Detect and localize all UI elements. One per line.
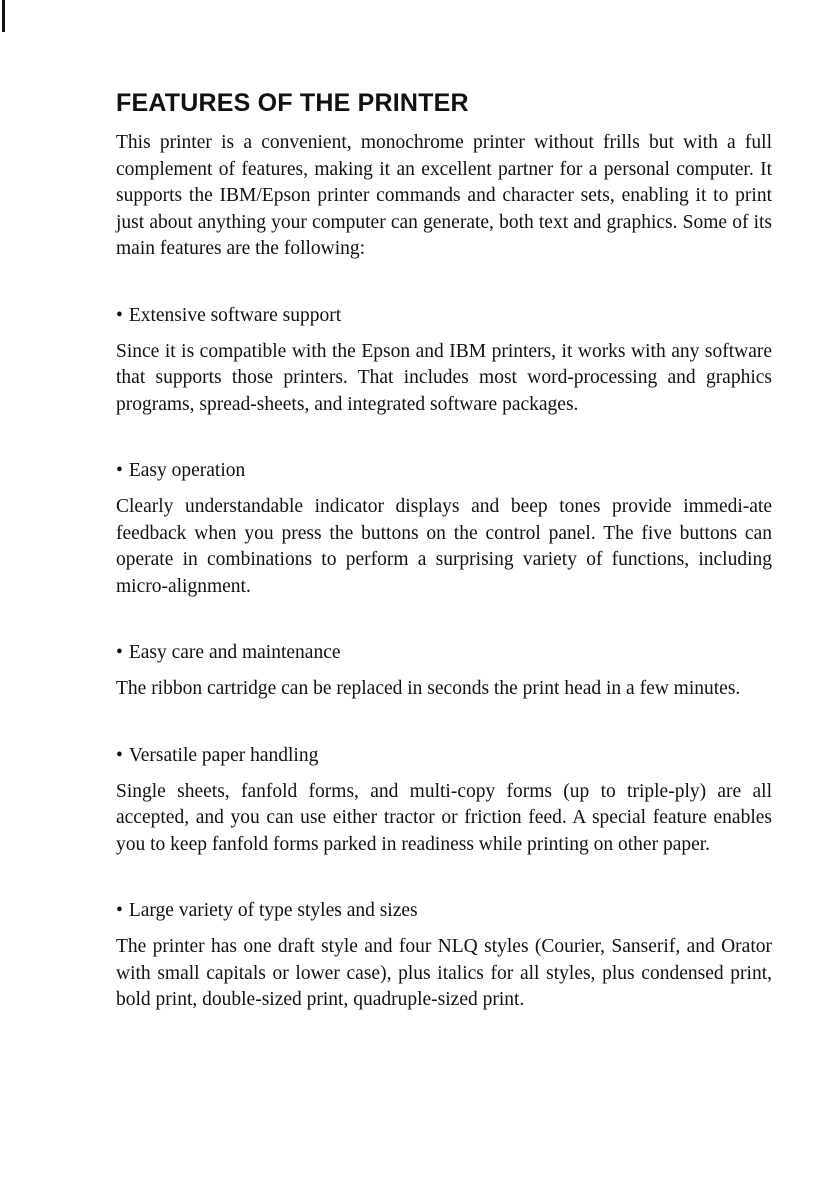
bullet-icon: • xyxy=(116,460,123,481)
feature-paper-handling xyxy=(116,743,772,859)
feature-type-styles xyxy=(116,898,772,1014)
bullet-icon: • xyxy=(116,900,123,921)
feature-heading-text: Versatile paper handling xyxy=(128,744,319,766)
feature-software-support xyxy=(116,303,772,419)
bullet-icon: • xyxy=(116,744,123,766)
page-title: FEATURES OF THE PRINTER xyxy=(116,89,469,117)
feature-body: The printer has one draft style and four NLQ styles (Courier, Sanserif, and Orator with small capitals or lower case), plus italics for all styles, plus condensed print, bold print, double-sized print, quadruple-sized print. xyxy=(116,936,772,1010)
page-content xyxy=(116,88,772,1014)
feature-body: Clearly understandable indicator displays and beep tones provide immedi-ate feedback when you press the buttons on the control panel. The five buttons can operate in combinations to perform a surprising variety of functions, including micro-alignment. xyxy=(116,496,772,597)
feature-heading xyxy=(116,898,772,924)
feature-easy-care xyxy=(116,640,772,703)
feature-heading xyxy=(116,640,772,666)
feature-heading-text: Easy care and maintenance xyxy=(128,642,341,663)
feature-heading-text: Easy operation xyxy=(128,460,246,481)
feature-heading xyxy=(116,458,772,484)
intro-paragraph: This printer is a convenient, monochrome printer without frills but with a full complement of features, making it an excellent partner for a personal computer. It supports the IBM/Epson printer commands and character sets, enabling it to print just about anything your computer can generate, both text and graphics. Some of its main features are the following: xyxy=(116,132,772,259)
feature-body: The ribbon cartridge can be replaced in seconds the print head in a few minutes. xyxy=(116,678,741,699)
feature-easy-operation xyxy=(116,458,772,600)
feature-heading xyxy=(116,303,772,329)
bullet-icon: • xyxy=(116,642,123,663)
feature-body: Single sheets, fanfold forms, and multi-copy forms (up to triple-ply) are all accepted, and you can use either tractor or friction feed. A special feature enables you to keep fanfold forms parked in readiness while printing on other paper. xyxy=(116,780,772,855)
feature-body: Since it is compatible with the Epson and IBM printers, it works with any software that supports those printers. That includes most word-processing and graphics programs, spread-sheets, and integrated software packages. xyxy=(116,340,772,415)
feature-heading-text: Extensive software support xyxy=(128,304,342,326)
scan-edge-mark xyxy=(2,0,5,32)
feature-heading xyxy=(116,743,772,769)
feature-heading-text: Large variety of type styles and sizes xyxy=(128,900,418,921)
bullet-icon: • xyxy=(116,304,123,326)
